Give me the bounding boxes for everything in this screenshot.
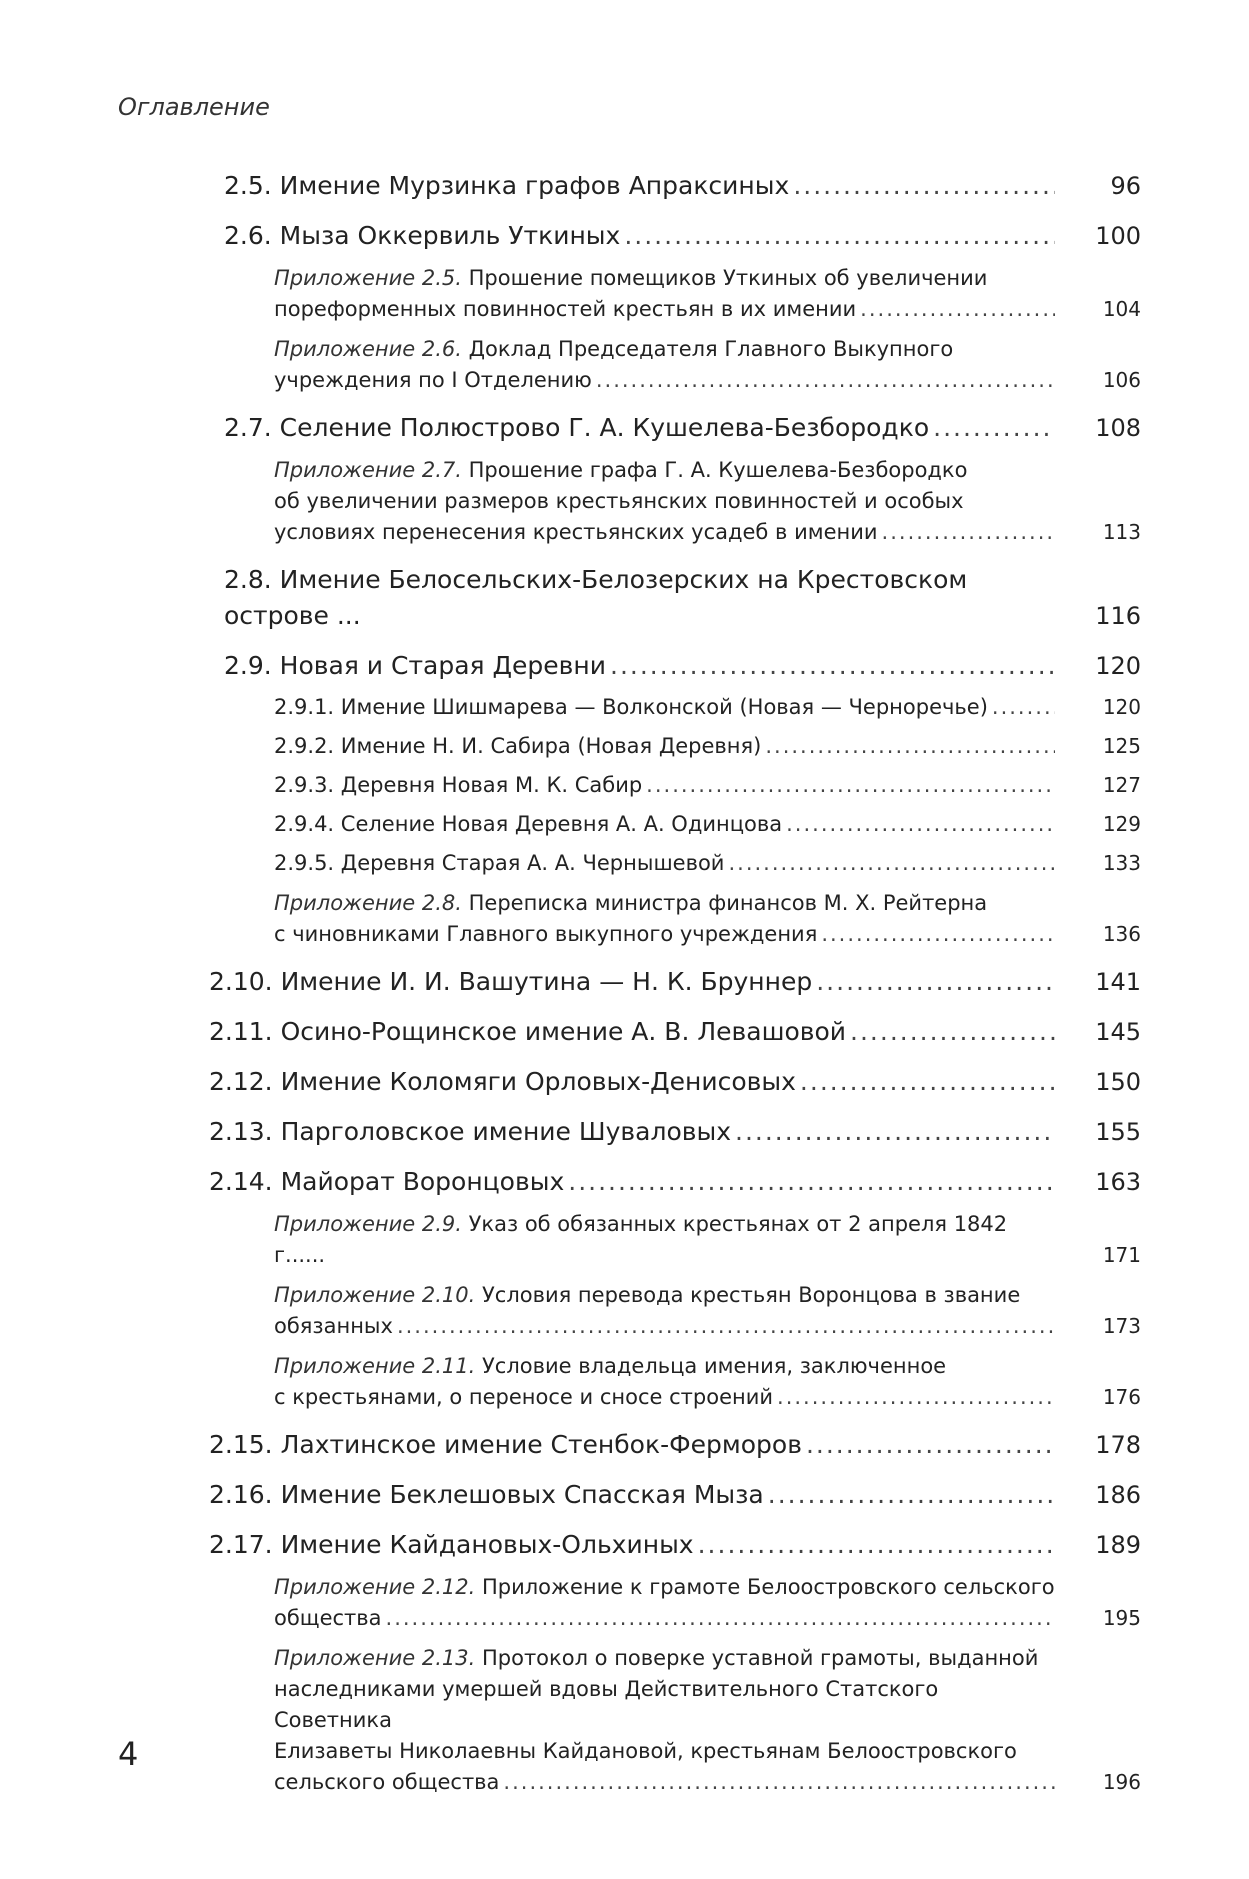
page-ref: 186: [1095, 1481, 1141, 1509]
entry-title-line: с чиновниками Главного выкупного учреждения: [274, 922, 818, 946]
dot-leader: [786, 809, 1055, 840]
dot-leader: [800, 1064, 1055, 1100]
page-ref: 120: [1102, 695, 1141, 719]
page-ref: 163: [1095, 1168, 1141, 1196]
entry-number: 2.8.: [224, 565, 272, 594]
entry-number: 2.9.3.: [274, 773, 335, 797]
dot-leader: [992, 692, 1055, 723]
dot-leader: [610, 648, 1055, 684]
entry-number: 2.17.: [209, 1530, 273, 1559]
entry-title: Осино-Рощинское имение А. В. Левашовой: [280, 1017, 847, 1046]
dot-leader: [933, 410, 1055, 446]
appendix-label: Приложение 2.13.: [274, 1646, 476, 1670]
entry-number: 2.13.: [209, 1117, 273, 1146]
entry-title-line: Условия перевода крестьян Воронцова в звание: [481, 1283, 1021, 1307]
dot-leader: [768, 1477, 1055, 1513]
page-ref: 150: [1095, 1068, 1141, 1096]
entry-title-line: Переписка министра финансов М. Х. Рейтерна: [468, 891, 988, 915]
page-ref: 106: [1102, 368, 1141, 392]
toc-section-entry: [0, 1164, 1249, 1200]
entry-number: 2.15.: [209, 1430, 273, 1459]
toc-appendix-entry: [0, 1280, 1249, 1342]
dot-leader: [397, 1311, 1055, 1342]
toc-appendix-entry: [0, 1643, 1249, 1798]
toc-section-entry: [0, 1064, 1249, 1100]
entry-title: Майорат Воронцовых: [280, 1167, 565, 1196]
page-ref: 120: [1095, 652, 1141, 680]
table-of-contents: [0, 168, 1249, 1798]
dot-leader: [777, 1382, 1055, 1413]
entry-title: Имение Кайдановых-Ольхиных: [280, 1530, 694, 1559]
entry-title-line: с крестьянами, о переносе и сносе строений: [274, 1385, 774, 1409]
toc-section-entry: [0, 964, 1249, 1000]
toc-section-entry: [0, 1114, 1249, 1150]
toc-subsection-entry: [0, 770, 1249, 801]
entry-title-line: Протокол о поверке уставной грамоты, выданной: [481, 1646, 1039, 1670]
page-ref: 108: [1095, 414, 1141, 442]
entry-title: Имение Коломяги Орловых-Денисовых: [280, 1067, 796, 1096]
entry-title-line: Условие владельца имения, заключенное: [481, 1354, 947, 1378]
dot-leader: [860, 294, 1055, 325]
toc-subsection-entry: [0, 809, 1249, 840]
entry-title: Мыза Оккервиль Уткиных: [279, 221, 621, 250]
toc-section-entry: [0, 1427, 1249, 1463]
entry-title: Имение И. И. Вашутина — Н. К. Бруннер: [280, 967, 813, 996]
dot-leader: [850, 1014, 1055, 1050]
entry-title-line: об увеличении размеров крестьянских повинностей и особых: [274, 489, 964, 513]
entry-number: 2.9.: [224, 651, 272, 680]
entry-title: Имение Белосельских-Белозерских на Крестовском острове ...: [224, 565, 968, 630]
dot-leader: [596, 365, 1055, 396]
page-ref: 196: [1102, 1770, 1141, 1794]
page-ref: 113: [1102, 520, 1141, 544]
page-ref: 176: [1102, 1385, 1141, 1409]
entry-number: 2.14.: [209, 1167, 273, 1196]
entry-number: 2.16.: [209, 1480, 273, 1509]
page-ref: 178: [1095, 1431, 1141, 1459]
appendix-label: Приложение 2.12.: [274, 1575, 476, 1599]
toc-section-entry: [0, 168, 1249, 204]
toc-subsection-entry: [0, 731, 1249, 762]
dot-leader: [765, 731, 1055, 762]
dot-leader: [882, 517, 1055, 548]
entry-title-line: Прошение графа Г. А. Кушелева-Безбородко: [468, 458, 968, 482]
dot-leader: [646, 770, 1055, 801]
appendix-label: Приложение 2.6.: [274, 337, 462, 361]
page-number: 4: [118, 1735, 139, 1773]
entry-title-line: Елизаветы Николаевны Кайдановой, крестьянам Белоостровского: [274, 1739, 1017, 1763]
entry-title: Деревня Старая А. А. Чернышевой: [340, 851, 725, 875]
entry-title: Селение Полюстрово Г. А. Кушелева-Безбородко: [279, 413, 930, 442]
toc-appendix-entry: [0, 263, 1249, 325]
entry-title-line: обязанных: [274, 1314, 393, 1338]
dot-leader: [793, 168, 1055, 204]
toc-section-entry: [0, 1527, 1249, 1563]
entry-title-line: наследниками умершей вдовы Действительного Статского Советника: [274, 1677, 939, 1732]
page-ref: 189: [1095, 1531, 1141, 1559]
entry-title-line: общества: [274, 1606, 382, 1630]
toc-section-entry: [0, 1014, 1249, 1050]
entry-title-line: Доклад Председателя Главного Выкупного: [468, 337, 954, 361]
page-ref: 171: [1102, 1243, 1141, 1267]
entry-number: 2.5.: [224, 171, 272, 200]
dot-leader: [568, 1164, 1055, 1200]
entry-title: Лахтинское имение Стенбок-Ферморов: [280, 1430, 802, 1459]
entry-title-line: пореформенных повинностей крестьян в их имении: [274, 297, 857, 321]
toc-appendix-entry: [0, 888, 1249, 950]
appendix-label: Приложение 2.7.: [274, 458, 462, 482]
page-ref: 145: [1095, 1018, 1141, 1046]
appendix-label: Приложение 2.11.: [274, 1354, 476, 1378]
entry-title: Имение Беклешовых Спасская Мыза: [280, 1480, 764, 1509]
entry-title: Имение Мурзинка графов Апраксиных: [279, 171, 790, 200]
page-ref: 104: [1102, 297, 1141, 321]
running-title: Оглавление: [118, 93, 270, 121]
entry-title: Селение Новая Деревня А. А. Одинцова: [340, 812, 783, 836]
page-ref: 136: [1102, 922, 1141, 946]
entry-title-line: Указ об обязанных крестьянах от 2 апреля 1842 г......: [274, 1212, 1008, 1267]
appendix-label: Приложение 2.5.: [274, 266, 462, 290]
toc-appendix-entry: [0, 1351, 1249, 1413]
entry-title: Новая и Старая Деревни: [279, 651, 607, 680]
page-ref: 129: [1102, 812, 1141, 836]
entry-title: Парголовское имение Шуваловых: [280, 1117, 732, 1146]
page-ref: 173: [1102, 1314, 1141, 1338]
entry-title-line: условиях перенесения крестьянских усадеб в имении: [274, 520, 878, 544]
entry-title: Имение Шишмарева — Волконской (Новая — Черноречье): [340, 695, 988, 719]
toc-section-entry: [0, 218, 1249, 254]
appendix-label: Приложение 2.8.: [274, 891, 462, 915]
page-ref: 116: [1095, 602, 1141, 630]
dot-leader: [821, 919, 1055, 950]
page-ref: 96: [1110, 172, 1141, 200]
page-ref: 125: [1102, 734, 1141, 758]
dot-leader: [503, 1767, 1055, 1798]
toc-appendix-entry: [0, 455, 1249, 548]
toc-section-entry: [0, 410, 1249, 446]
entry-number: 2.9.4.: [274, 812, 335, 836]
entry-title-line: Приложение к грамоте Белоостровского сельского: [481, 1575, 1055, 1599]
entry-number: 2.9.2.: [274, 734, 335, 758]
appendix-label: Приложение 2.10.: [274, 1283, 476, 1307]
entry-number: 2.9.5.: [274, 851, 335, 875]
toc-subsection-entry: [0, 692, 1249, 723]
entry-title-line: сельского общества: [274, 1770, 500, 1794]
appendix-label: Приложение 2.9.: [274, 1212, 462, 1236]
entry-title-line: учреждения по I Отделению: [274, 368, 592, 392]
page-ref: 195: [1102, 1606, 1141, 1630]
entry-title-line: Прошение помещиков Уткиных об увеличении: [468, 266, 988, 290]
page-ref: 133: [1102, 851, 1141, 875]
dot-leader: [806, 1427, 1055, 1463]
entry-number: 2.6.: [224, 221, 272, 250]
toc-section-entry: [0, 562, 1249, 634]
entry-number: 2.10.: [209, 967, 273, 996]
page-ref: 100: [1095, 222, 1141, 250]
entry-title: Деревня Новая М. К. Сабир: [340, 773, 643, 797]
toc-appendix-entry: [0, 1572, 1249, 1634]
dot-leader: [624, 218, 1055, 254]
toc-subsection-entry: [0, 848, 1249, 879]
toc-section-entry: [0, 648, 1249, 684]
page-ref: 141: [1095, 968, 1141, 996]
entry-number: 2.12.: [209, 1067, 273, 1096]
dot-leader: [816, 964, 1055, 1000]
toc-appendix-entry: [0, 334, 1249, 396]
entry-number: 2.7.: [224, 413, 272, 442]
entry-number: 2.9.1.: [274, 695, 335, 719]
entry-title: Имение Н. И. Сабира (Новая Деревня): [340, 734, 762, 758]
dot-leader: [386, 1603, 1055, 1634]
dot-leader: [698, 1527, 1055, 1563]
dot-leader: [735, 1114, 1055, 1150]
page-ref: 127: [1102, 773, 1141, 797]
dot-leader: [728, 848, 1055, 879]
toc-appendix-entry: [0, 1209, 1249, 1271]
toc-section-entry: [0, 1477, 1249, 1513]
page-ref: 155: [1095, 1118, 1141, 1146]
entry-number: 2.11.: [209, 1017, 273, 1046]
